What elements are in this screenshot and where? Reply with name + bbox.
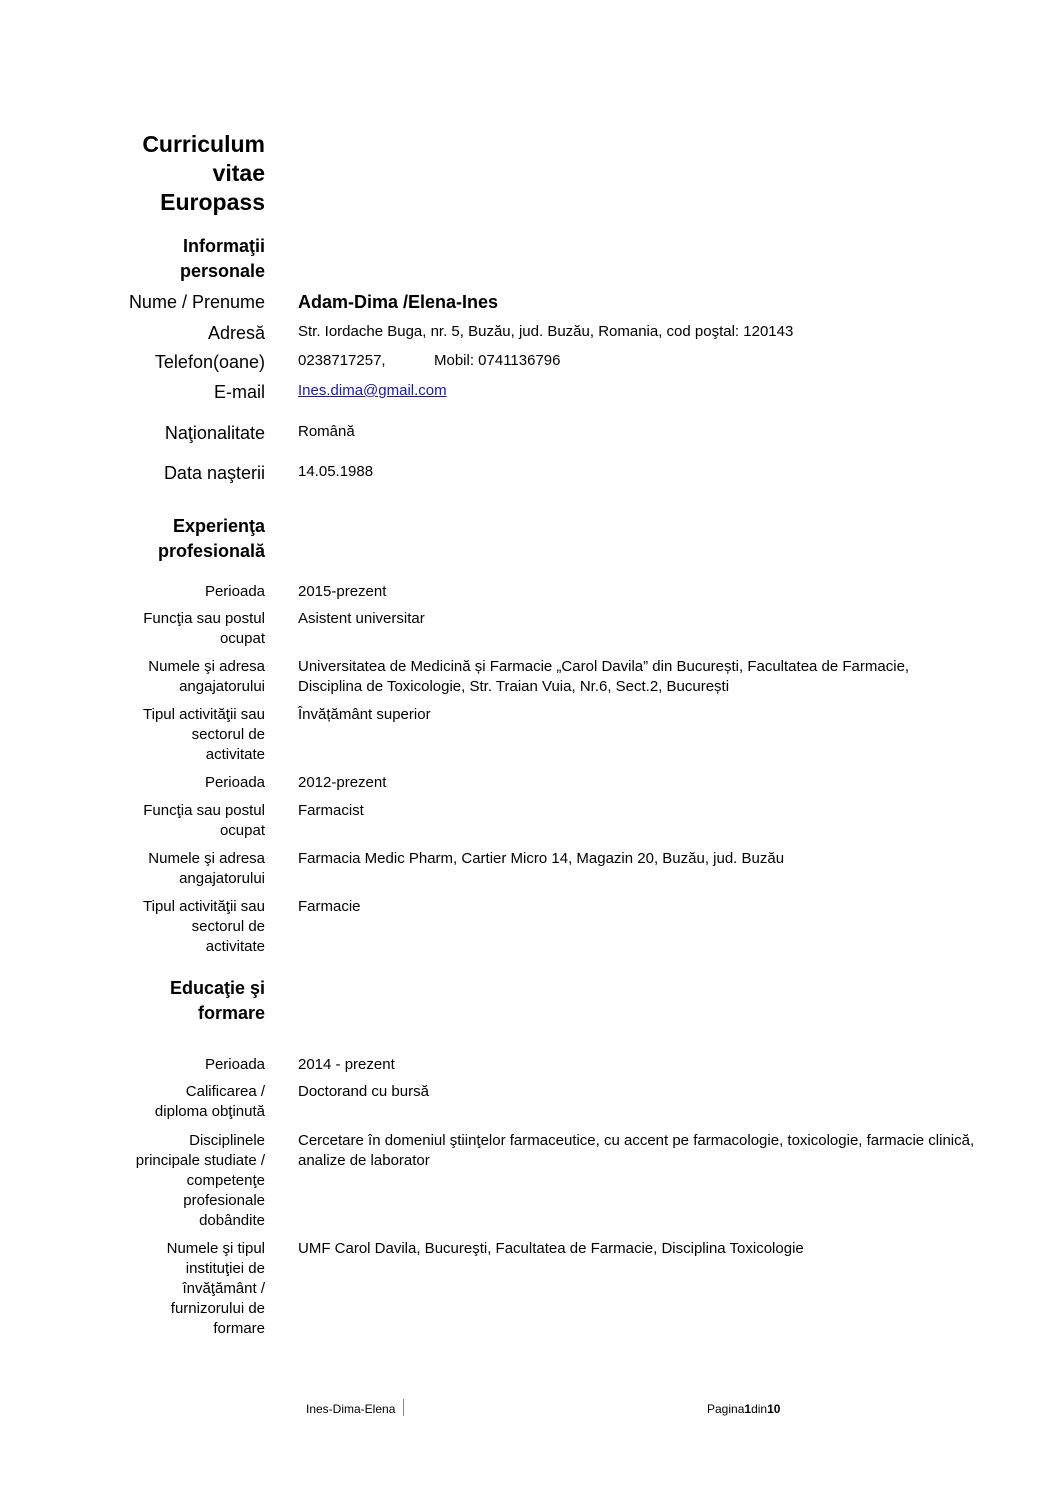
footer-page-total: 10 [767, 1402, 781, 1416]
address-value: Str. Iordache Buga, nr. 5, Buzău, jud. Buzău, Romania, cod poştal: 120143 [298, 323, 794, 340]
experience-heading-line-2: profesională [157, 541, 265, 561]
name-value: Adam-Dima /Elena-Ines [298, 292, 499, 312]
exp1-employer-value [298, 657, 909, 697]
exp1-position-value: Asistent universitar [298, 610, 425, 627]
edu-subjects-label-line-5: dobândite [199, 1212, 265, 1229]
exp2-sector-label-line-3: activitate [205, 938, 265, 955]
exp2-position-value: Farmacist [298, 802, 364, 819]
edu-subjects-value [298, 1131, 974, 1171]
footer-page-number [707, 1401, 780, 1417]
edu-qualification-label-line-1: Calificarea / [185, 1083, 265, 1100]
phone-value: 0238717257, [298, 352, 386, 369]
edu-subjects-label-line-2: principale studiate / [135, 1152, 265, 1169]
exp1-sector-label-line-3: activitate [205, 746, 265, 763]
cv-title-line-1: Curriculum [142, 131, 265, 157]
exp2-employer-value [298, 849, 784, 869]
birth-label: Data naşterii [163, 463, 265, 483]
exp2-employer-label [148, 849, 265, 889]
experience-heading [158, 514, 265, 564]
exp1-sector-label-line-1: Tipul activităţii sau [143, 706, 265, 723]
edu-subjects-value-line-1: Cercetare în domeniul ştiinţelor farmaceutice, cu accent pe farmacologie, toxicologie, farmacie clinică, [298, 1132, 975, 1149]
exp1-position-label [143, 609, 265, 649]
edu-qualification-label-line-2: diploma obţinută [154, 1103, 265, 1120]
cv-title-line-2: vitae [212, 160, 265, 186]
exp2-position-label [143, 801, 265, 841]
exp1-employer-value-line-1: Universitatea de Medicină și Farmacie „Carol Davila” din București, Facultatea de Farmacie, [298, 658, 910, 675]
experience-heading-line-1: Experienţa [172, 516, 265, 536]
exp2-employer-label-line-1: Numele şi adresa [148, 850, 265, 867]
email-value-wrap [298, 381, 447, 401]
address-label: Adresă [207, 323, 265, 343]
nationality-value: Română [298, 423, 355, 440]
exp2-period-label: Perioada [204, 774, 265, 791]
personal-heading [180, 234, 265, 284]
exp1-sector-value: Învățământ superior [298, 706, 431, 723]
exp1-sector-label-line-2: sectorul de [191, 726, 265, 743]
personal-heading-line-1: Informaţii [182, 236, 265, 256]
education-heading [170, 976, 265, 1026]
exp2-sector-value: Farmacie [298, 898, 361, 915]
footer-page-current: 1 [744, 1402, 752, 1416]
edu-institution-label-line-2: instituţiei de [185, 1260, 265, 1277]
edu-subjects-label-line-3: competenţe [186, 1172, 265, 1189]
edu-subjects-label-line-4: profesionale [183, 1192, 265, 1209]
personal-heading-line-2: personale [179, 261, 265, 281]
footer-page-prefix: Pagina [707, 1402, 745, 1416]
nationality-label: Naţionalitate [164, 423, 265, 443]
cv-title [142, 130, 265, 217]
edu-qualification-value: Doctorand cu bursă [298, 1083, 429, 1100]
exp1-period-value: 2015-prezent [298, 583, 387, 600]
email-label: E-mail [213, 382, 265, 402]
exp1-employer-label-line-1: Numele şi adresa [148, 658, 265, 675]
exp2-sector-label-line-2: sectorul de [191, 918, 265, 935]
email-link[interactable]: Ines.dima@gmail.com [298, 382, 447, 399]
exp2-sector-label [143, 897, 265, 957]
edu-institution-label [167, 1239, 265, 1339]
exp2-position-label-line-2: ocupat [219, 822, 265, 839]
phone-label: Telefon(oane) [154, 352, 265, 372]
edu-subjects-label-line-1: Disciplinele [189, 1132, 265, 1149]
exp1-sector-label [143, 705, 265, 765]
edu-subjects-value-line-2: analize de laborator [298, 1152, 430, 1169]
exp2-employer-label-line-2: angajatorului [179, 870, 265, 887]
edu-institution-label-line-1: Numele şi tipul [166, 1240, 265, 1257]
exp2-period-value: 2012-prezent [298, 774, 387, 791]
edu-institution-label-line-4: furnizorului de [170, 1300, 265, 1317]
birth-value: 14.05.1988 [298, 463, 374, 480]
edu-qualification-label [155, 1082, 265, 1122]
mobile-value: Mobil: 0741136796 [434, 352, 561, 369]
exp1-period-label: Perioada [204, 583, 265, 600]
edu-institution-label-line-5: formare [213, 1320, 265, 1337]
edu-subjects-label [136, 1131, 265, 1231]
footer-page-middle: din [751, 1402, 768, 1416]
exp2-sector-label-line-1: Tipul activităţii sau [143, 898, 265, 915]
edu-period-label: Perioada [204, 1056, 265, 1073]
cv-title-line-3: Europass [160, 189, 265, 215]
footer-separator [403, 1399, 404, 1416]
edu-period-value: 2014 - prezent [298, 1056, 395, 1073]
education-heading-line-2: formare [197, 1003, 265, 1023]
exp2-position-label-line-1: Funcţia sau postul [143, 802, 265, 819]
exp1-employer-label [148, 657, 265, 697]
education-heading-line-1: Educaţie şi [169, 978, 265, 998]
edu-institution-label-line-3: învăţământ / [182, 1280, 265, 1297]
exp1-employer-value-line-2: Disciplina de Toxicologie, Str. Traian Vuia, Nr.6, Sect.2, București [298, 678, 730, 695]
exp1-employer-label-line-2: angajatorului [179, 678, 265, 695]
exp1-position-label-line-1: Funcţia sau postul [143, 610, 265, 627]
footer-author: Ines-Dima-Elena [306, 1402, 396, 1416]
name-label: Nume / Prenume [128, 292, 265, 312]
exp2-employer-value-line-1: Farmacia Medic Pharm, Cartier Micro 14, Magazin 20, Buzău, jud. Buzău [298, 850, 785, 867]
edu-institution-value: UMF Carol Davila, Bucureşti, Facultatea de Farmacie, Disciplina Toxicologie [298, 1240, 804, 1257]
exp1-position-label-line-2: ocupat [219, 630, 265, 647]
